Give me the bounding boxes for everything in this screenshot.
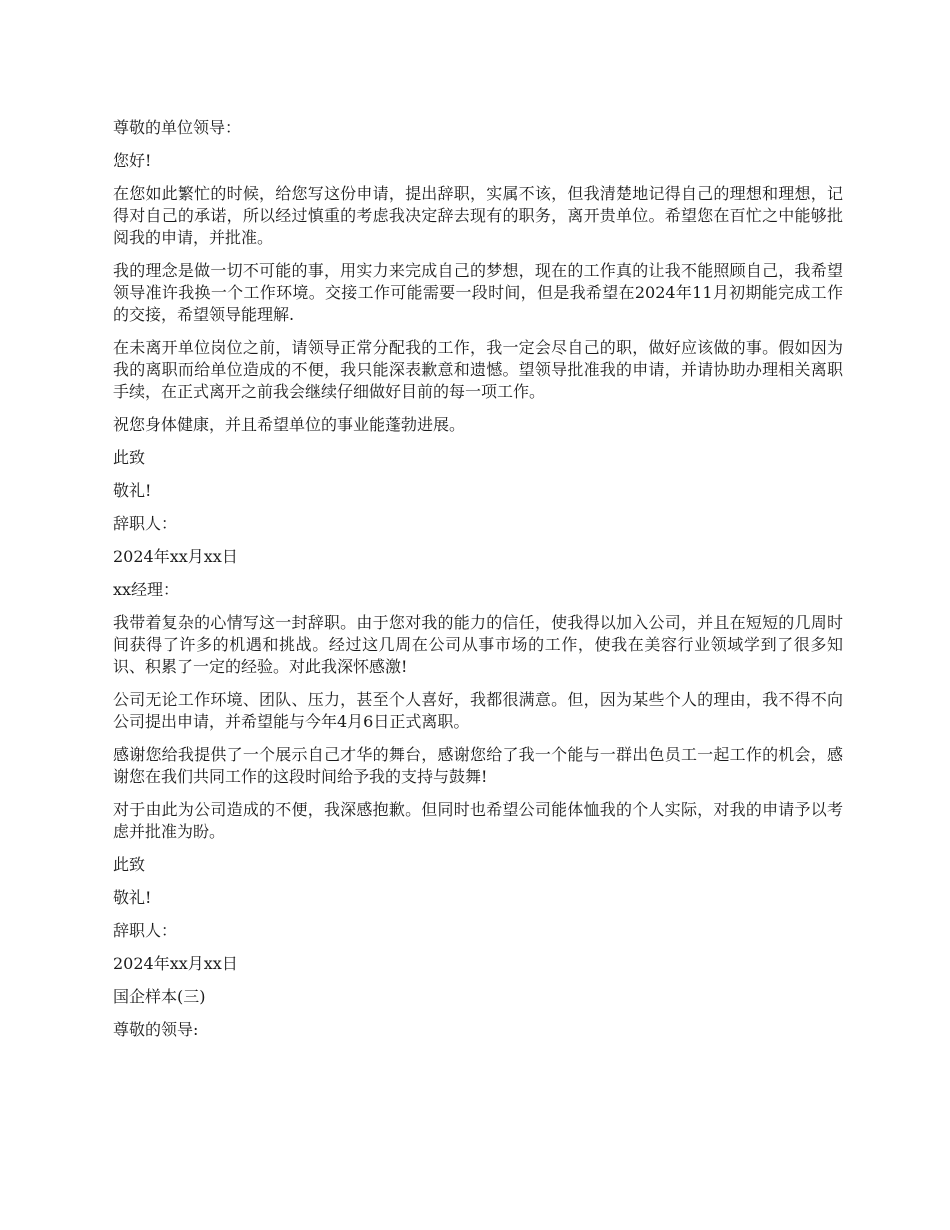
letter1-closing: 此致	[113, 448, 146, 467]
letter1-paragraph: 在您如此繁忙的时候，给您写这份申请，提出辞职，实属不该，但我清楚地记得自己的理想和理想，记得对自己的承诺，所以经过慎重的考虑我决定辞去现有的职务，离开贵单位。希望您在百忙之中能够批阅我的申请，并批准。	[113, 184, 843, 247]
letter1-date: 2024年xx月xx日	[113, 547, 238, 566]
letter2-closing-salute: 敬礼!	[113, 888, 152, 907]
letter2-signer: 辞职人：	[113, 921, 178, 940]
letter1-paragraph: 在未离开单位岗位之前，请领导正常分配我的工作，我一定会尽自己的职，做好应该做的事。假如因为我的离职而给单位造成的不便，我只能深表歉意和遗憾。望领导批准我的申请，并请协助办理相关离职手续，在正式离开之前我会继续仔细做好目前的每一项工作。	[113, 338, 843, 401]
letter2-salutation: xx经理：	[113, 580, 180, 599]
letter1-closing-salute: 敬礼!	[113, 481, 152, 500]
letter1-signer: 辞职人：	[113, 514, 178, 533]
letter2-paragraph: 公司无论工作环境、团队、压力，甚至个人喜好，我都很满意。但，因为某些个人的理由，我不得不向公司提出申请，并希望能与今年4月6日正式离职。	[113, 690, 843, 731]
section3-heading: 国企样本(三)	[113, 987, 206, 1006]
letter2-date: 2024年xx月xx日	[113, 954, 238, 973]
section3-salutation: 尊敬的领导:	[113, 1020, 199, 1039]
letter1-salutation: 尊敬的单位领导：	[113, 118, 242, 137]
document-page	[113, 117, 843, 1052]
letter1-greeting: 您好!	[113, 151, 152, 170]
letter1-paragraph: 祝您身体健康，并且希望单位的事业能蓬勃进展。	[113, 415, 466, 434]
letter1-paragraph: 我的理念是做一切不可能的事，用实力来完成自己的梦想，现在的工作真的让我不能照顾自己，我希望领导准许我换一个工作环境。交接工作可能需要一段时间，但是我希望在2024年11月初期能完成工作的交接，希望领导能理解.	[113, 261, 843, 324]
letter2-paragraph: 对于由此为公司造成的不便，我深感抱歉。但同时也希望公司能体恤我的个人实际，对我的申请予以考虑并批准为盼。	[113, 800, 843, 841]
letter2-closing: 此致	[113, 855, 146, 874]
letter2-paragraph: 感谢您给我提供了一个展示自己才华的舞台，感谢您给了我一个能与一群出色员工一起工作的机会，感谢您在我们共同工作的这段时间给予我的支持与鼓舞!	[113, 745, 843, 786]
letter2-paragraph: 我带着复杂的心情写这一封辞职。由于您对我的能力的信任，使我得以加入公司，并且在短短的几周时间获得了许多的机遇和挑战。经过这几周在公司从事市场的工作，使我在美容行业领域学到了很多知识、积累了一定的经验。对此我深怀感激!	[113, 613, 843, 676]
